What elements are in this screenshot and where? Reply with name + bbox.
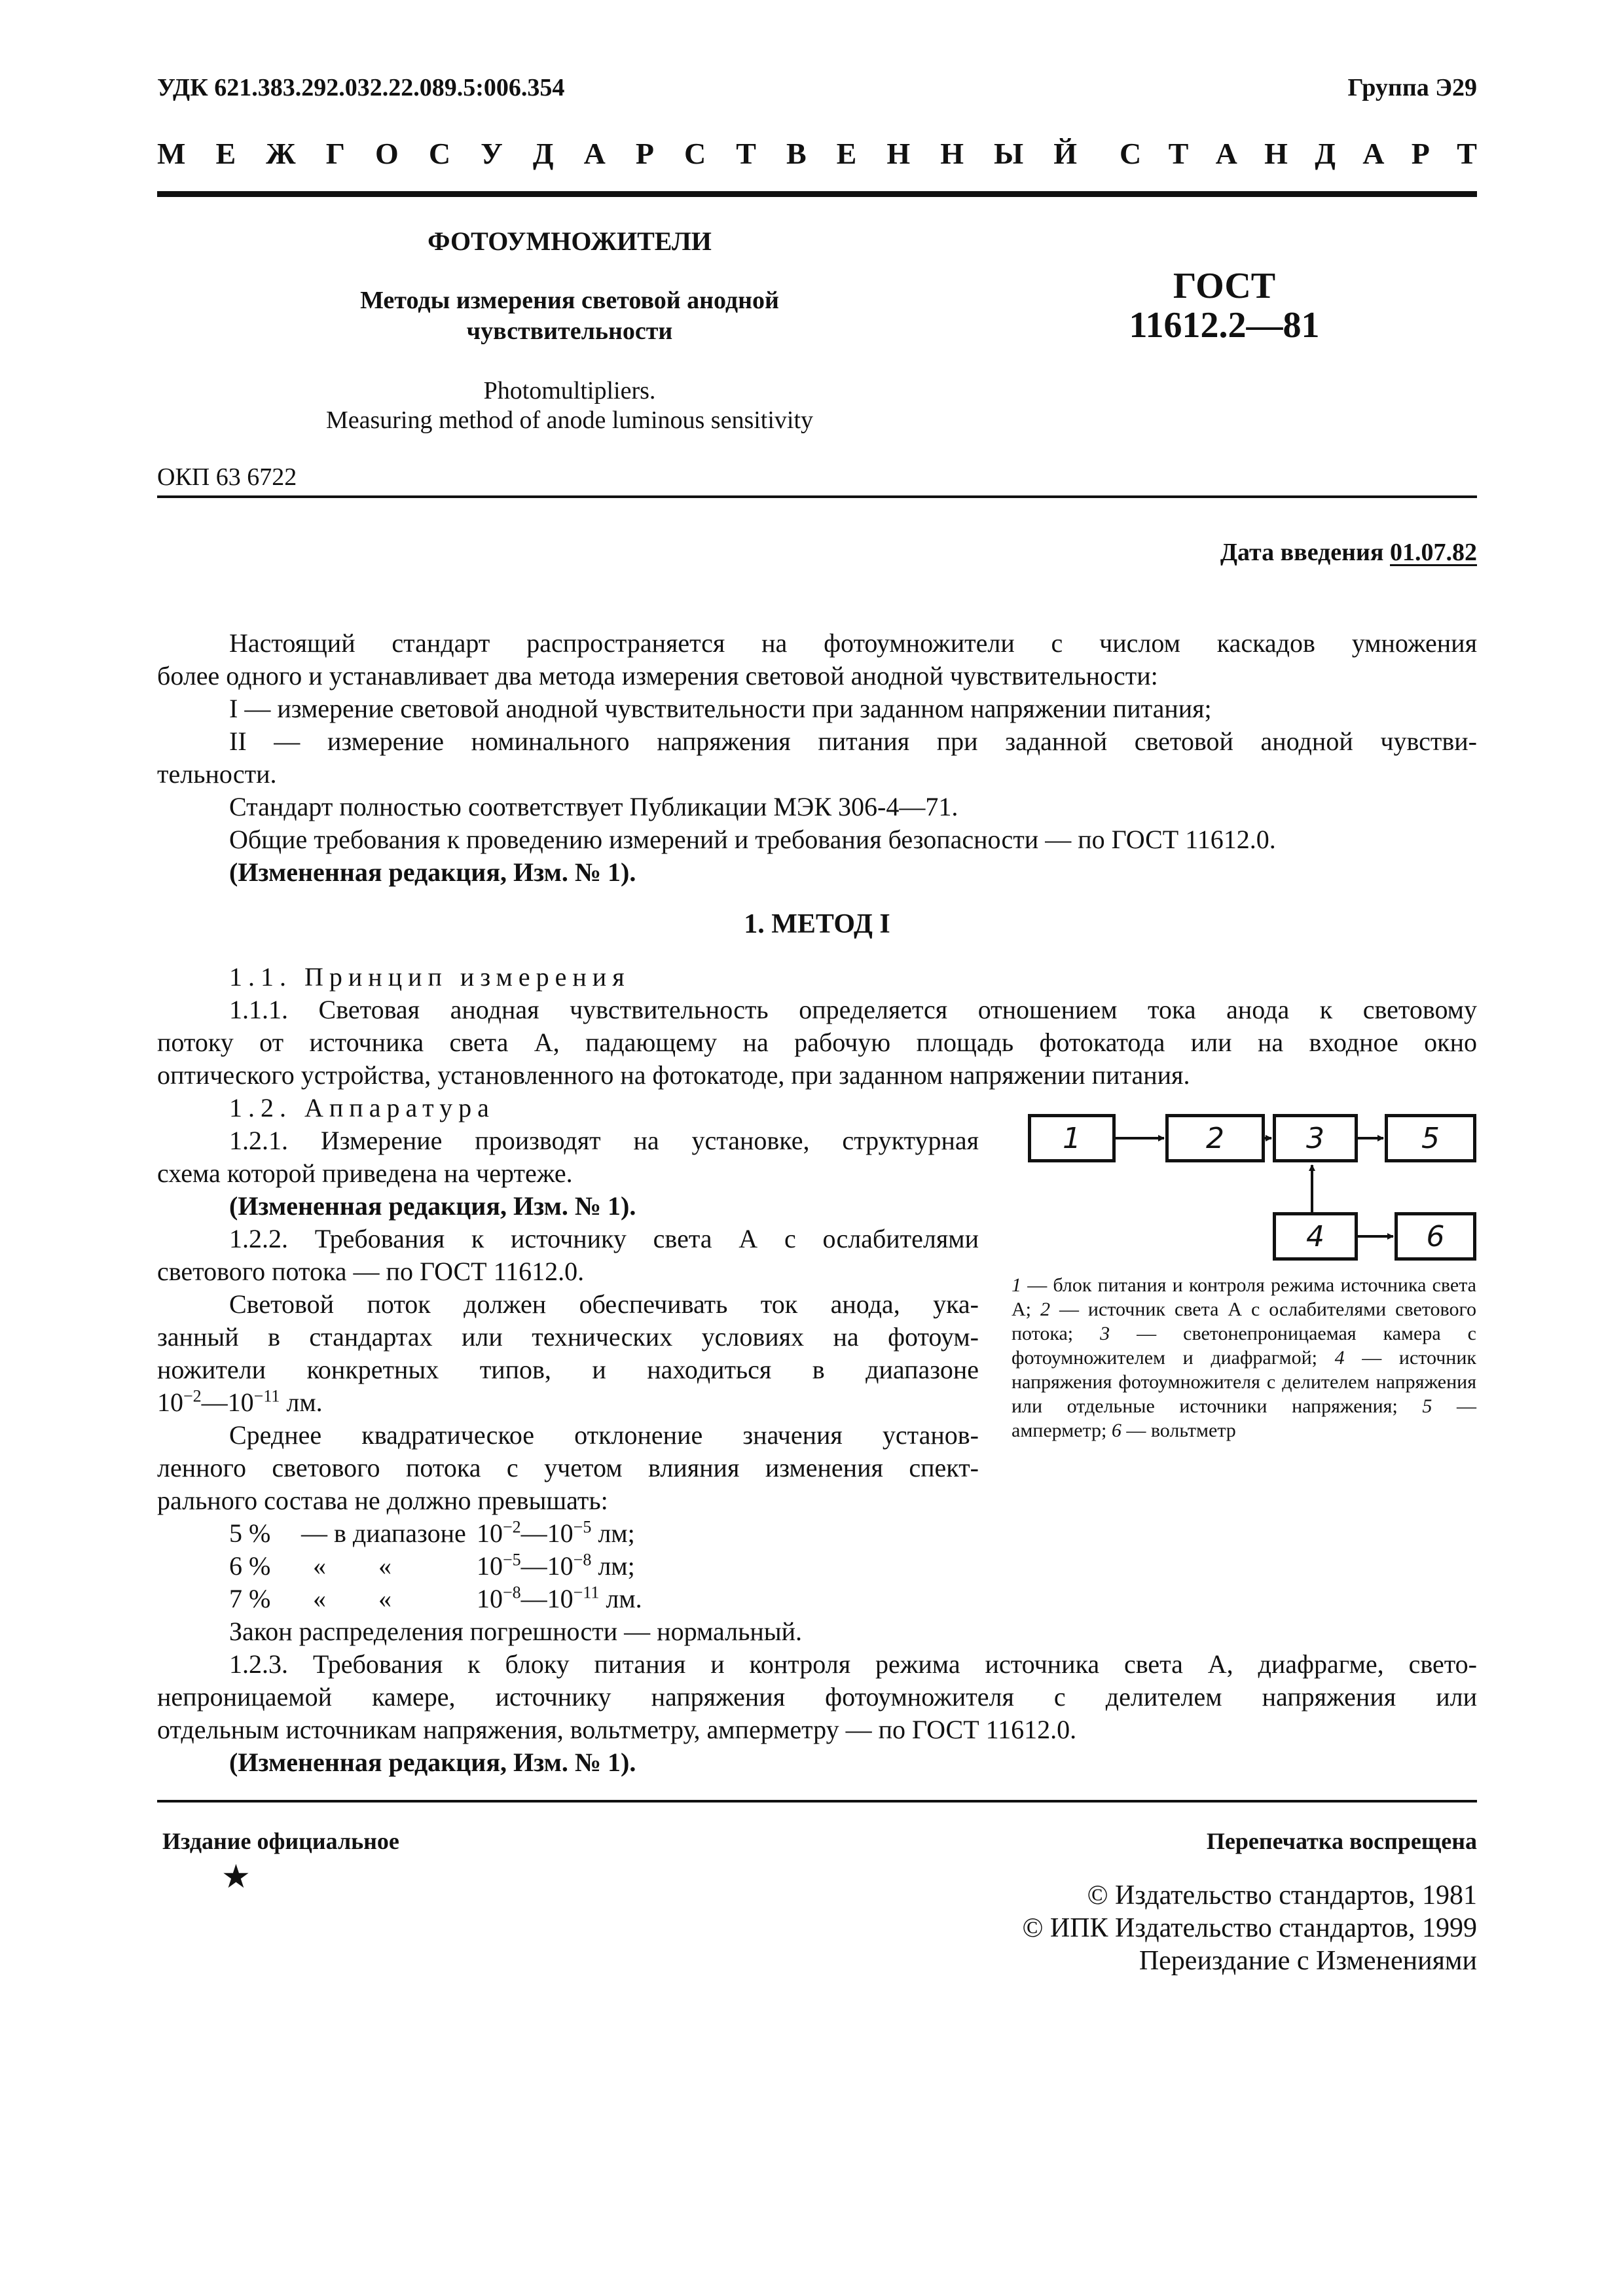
title-rule [157,495,1477,498]
caption-number: 6 [1111,1420,1122,1441]
caption-text: — источник напряжения фотоумножителя с делителем напряжения или отдельные источники напряжения; [1012,1347,1476,1417]
body-line: 1.2.2. Требования к источнику света А с ослабителями [229,1224,979,1253]
header-letter: С [1120,137,1142,170]
caption-text: — источник света А с ослабителями светового потока; [1012,1299,1477,1344]
doc-title-en-line2: Measuring method of anode luminous sensitivity [325,406,814,434]
intro-date-label: Дата введения [1220,539,1384,566]
header-letter: Р [635,137,654,170]
header-letter: Н [940,137,964,170]
header-letter: А [1362,137,1385,170]
header-letter: С [684,137,706,170]
header-letter: Т [1168,137,1189,170]
intro-line: Стандарт полностью соответствует Публикации МЭК 306-4—71. [229,792,958,821]
reissue-note: Переиздание с Изменениями [1139,1946,1477,1976]
gost-number: 11612.2—81 [1129,305,1320,346]
flux-range-line: $10^{-2}—10^{-11}$ лм. [157,1386,323,1417]
body-line: Световой поток должен обеспечивать ток анода, ука- [229,1289,979,1319]
official-edition: Издание официальное [162,1828,399,1854]
body-line: схема которой приведена на чертеже. [157,1158,573,1188]
copyright-line: © ИПК Издательство стандартов, 1999 [1022,1913,1477,1943]
intro-line: I — измерение световой анодной чувствительности при заданном напряжении питания; [229,694,1212,723]
header-letter: Е [836,137,857,170]
body-line: 1.2.3. Требования к блоку питания и контроля режима источника света А, диафрагме, свето- [229,1649,1477,1679]
body-line: занный в стандартах или технических условиях на фотоум- [157,1322,979,1352]
gost-label: ГОСТ [1173,266,1276,306]
caption-number: 2 [1040,1299,1050,1320]
body-line: 1.1.1. Световая анодная чувствительность определяется отношением тока анода к световому [229,995,1477,1024]
body-line: оптического устройства, установленного на фотокатоде, при заданном напряжении питания. [157,1060,1190,1090]
interstate-word [157,136,1077,171]
footer-rule [157,1800,1477,1803]
caption-text: — вольтметр [1121,1420,1236,1441]
body-line: потоку от источника света А, падающему на рабочую площадь фотокатода или на входное окно [157,1028,1477,1057]
body-line: рального состава не должно превышать: [157,1486,608,1515]
caption-text: — амперметр; [1012,1395,1477,1441]
header-letter: Н [1264,137,1288,170]
intro-line: более одного и устанавливает два метода измерения световой анодной чувствительности: [157,661,1158,691]
group-code: Группа Э29 [1347,74,1477,101]
diagram-connectors [1008,1100,1486,1289]
header-letter: Т [736,137,756,170]
doc-subtitle-line2: чувствительности [466,317,673,345]
diagram-caption [1012,1273,1476,1443]
copyright-line: © Издательство стандартов, 1981 [1087,1880,1477,1910]
header-letter: Г [325,137,345,170]
intro-line: Настоящий стандарт распространяется на фотоумножители с числом каскадов умножения [229,628,1477,658]
doc-title: ФОТОУМНОЖИТЕЛИ [428,226,712,256]
header-letter: А [1215,137,1237,170]
caption-number: 1 [1012,1274,1021,1296]
header-letter: Д [1315,137,1336,170]
star-icon: ★ [221,1858,251,1895]
diagram-block-2: 2 [1165,1114,1265,1162]
header-letter: Е [215,137,236,170]
diagram-block-1: 1 [1028,1114,1116,1162]
caption-number: 5 [1422,1395,1432,1417]
section-heading: 1. МЕТОД I [744,909,890,939]
diagram-block-4: 4 [1273,1212,1358,1261]
amendment-note: (Измененная редакция, Изм. № 1). [229,1191,636,1221]
okp-code: ОКП 63 6722 [157,463,297,491]
header-letter: У [481,137,503,170]
header-letter: Й [1053,137,1077,170]
reprint-prohibited: Перепечатка воспрещена [1206,1828,1477,1854]
intro-date-value: 01.07.82 [1390,539,1477,566]
header-letter: О [375,137,399,170]
body-line: ножители конкретных типов, и находиться в диапазоне [157,1355,979,1384]
body-line: ленного светового потока с учетом влияния изменения спект- [157,1453,979,1482]
caption-text: — блок питания и контроля режима источника света А; [1012,1274,1476,1320]
subsection-heading: 1.1. Принцип измерения [229,962,630,992]
subsection-heading: 1.2. Аппаратура [229,1093,495,1122]
intro-line: тельности. [157,759,277,789]
diagram-block-5: 5 [1385,1114,1476,1162]
amendment-note: (Измененная редакция, Изм. № 1). [229,857,636,887]
standard-word [1120,136,1477,171]
header-letter: А [583,137,606,170]
body-line: Среднее квадратическое отклонение значения установ- [229,1420,979,1450]
header-letter: Ы [994,137,1024,170]
caption-text: — светонепроницаемая камера с фотоумножителем и диафрагмой; [1012,1323,1476,1369]
doc-subtitle-line1: Методы измерения световой анодной [360,287,779,314]
header-thick-rule [157,191,1477,197]
body-line: непроницаемой камере, источнику напряжения фотоумножителя с делителем напряжения или [157,1682,1477,1712]
header-letter: Т [1457,137,1477,170]
header-letter: Ж [266,137,296,170]
body-line: отдельным источникам напряжения, вольтметру, амперметру — по ГОСТ 11612.0. [157,1715,1077,1744]
body-line: светового потока — по ГОСТ 11612.0. [157,1257,585,1286]
amendment-note: (Измененная редакция, Изм. № 1). [229,1748,636,1777]
intro-line: II — измерение номинального напряжения питания при заданной световой анодной чувстви- [229,726,1477,756]
intro-line: Общие требования к проведению измерений и требования безопасности — по ГОСТ 11612.0. [229,825,1276,854]
diagram-block-6: 6 [1395,1212,1476,1261]
doc-title-en-line1: Photomultipliers. [483,377,656,404]
caption-number: 3 [1100,1323,1110,1344]
header-letter: Д [532,137,554,170]
header-letter: М [157,137,186,170]
body-line: 1.2.1. Измерение производят на установке, структурная [229,1126,979,1155]
diagram-block-3: 3 [1273,1114,1358,1162]
header-letter: Н [886,137,911,170]
intro-date [1220,538,1477,567]
caption-number: 4 [1334,1347,1345,1369]
header-letter: С [428,137,451,170]
udk-code: УДК 621.383.292.032.22.089.5:006.354 [157,74,565,101]
body-line: Закон распределения погрешности — нормальный. [229,1617,803,1646]
header-letter: Р [1411,137,1430,170]
header-letter: В [786,137,807,170]
